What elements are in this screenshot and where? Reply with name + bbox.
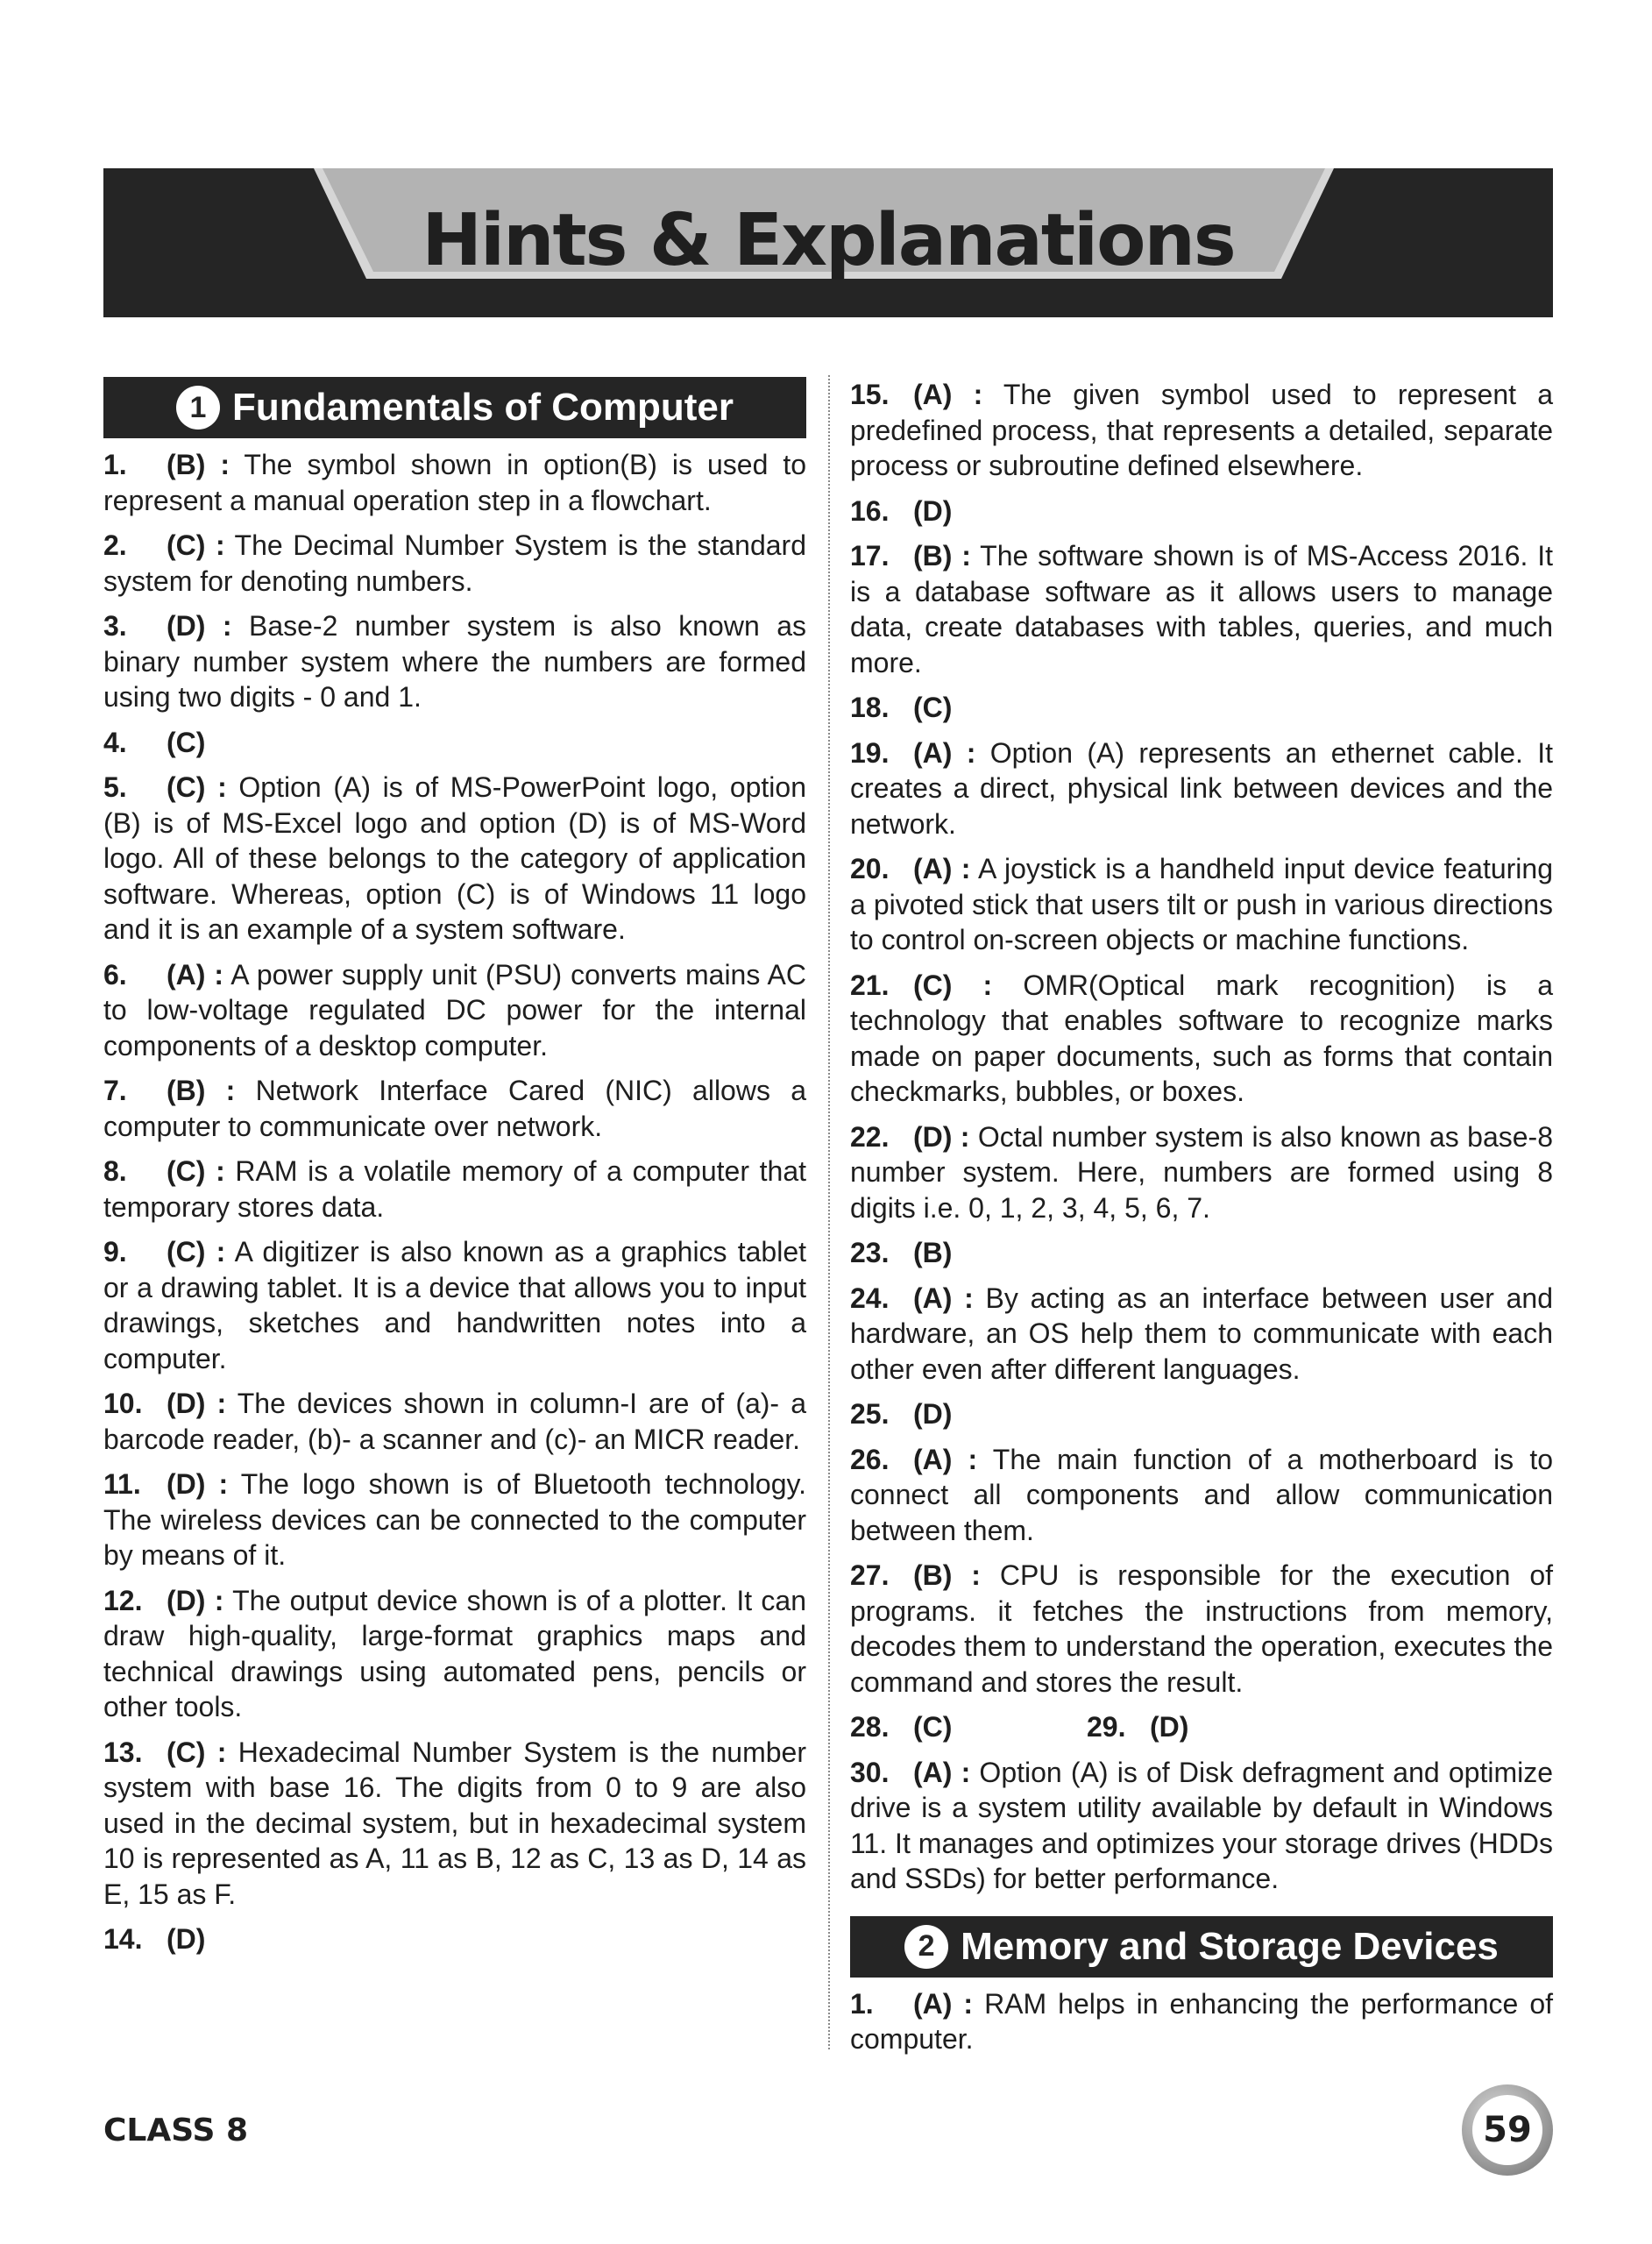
answer-item: 15. (A) : The given symbol used to represent a predefined process, that represents a detailed, separate process or subroutine defined elsewhere. [850, 379, 1554, 481]
section-title: Fundamentals of Computer [231, 386, 734, 429]
answer-item: 17. (B) : The software shown is of MS-Access 2016. It is a database software as it allows users to manage data, create databases with tables, queries, and much more. [850, 540, 1554, 678]
answer-item: 13. (C) : Hexadecimal Number System is the number system with base 16. The digits from 0 to 9 are also used in the decimal system, but in hexadecimal system 10 is represented as A, 11 as B, 12 as C, 13 as D, 14 as E, 15 as F. [103, 1736, 807, 1910]
answer-item: 12. (D) : The output device shown is of a plotter. It can draw high-quality, large-format graphics maps and technical drawings using automated pens, pencils or other tools. [103, 1584, 807, 1722]
answer-item: 10. (D) : The devices shown in column-I are of (a)- a barcode reader, (b)- a scanner and (c)- an MICR reader. [103, 1388, 806, 1455]
answer-item: 22. (D) : Octal number system is also known as base-8 number system. Here, numbers are formed using 8 digits i.e. 0, 1, 2, 3, 4, 5, 6, 7. [850, 1120, 1554, 1224]
page-title: Hints & Explanations [422, 198, 1235, 282]
answer-item: 16. (D) [850, 494, 953, 527]
answer-item: 1. (B) : The symbol shown in option(B) is used to represent a manual operation step in a flowchart. [103, 449, 807, 516]
answer-item: 30. (A) : Option (A) is of Disk defragment and optimize drive is a system utility available by default in Windows 11. It manages and optimizes your storage drives (HDDs and SSDs) for better performance. [850, 1756, 1553, 1894]
answer-item: 18. (C) [850, 692, 953, 723]
answer-pair [850, 1709, 1553, 1755]
section-title: Memory and Storage Devices [961, 1924, 1499, 1968]
answer-item: 8. (C) : RAM is a volatile memory of a computer that temporary stores data. [103, 1155, 807, 1223]
answer-item: 6. (A) : A power supply unit (PSU) converts mains AC to low-voltage regulated DC power for the internal components of a desktop computer. [103, 958, 807, 1062]
answer-item: 29. (D) [1087, 1711, 1189, 1743]
answer-item: 2. (C) : The Decimal Number System is the standard system for denoting numbers. [103, 529, 807, 597]
answer-item: 7. (B) : Network Interface Cared (NIC) allows a computer to communicate over network. [103, 1075, 806, 1142]
answer-item: 1. (A) : RAM helps in enhancing the performance of computer. [850, 1987, 1554, 2055]
column-divider [828, 375, 830, 2049]
answer-item: 5. (C) : Option (A) is of MS-PowerPoint logo, option (B) is of MS-Excel logo and option (D) is of MS-Word logo. All of these belongs to the category of application software. Whereas, option (C) is of Windows 11 logo and it is an example of a system software. [103, 771, 807, 945]
section-number-badge: 1 [176, 386, 220, 430]
answer-item: 11. (D) : The logo shown is of Bluetooth technology. The wireless devices can be connected to the computer by means of it. [103, 1468, 807, 1571]
answer-item: 24. (A) : By acting as an interface between user and hardware, an OS help them to communicate with each other even after different languages. [850, 1282, 1554, 1385]
right-column [850, 377, 1553, 2067]
page-number: 59 [1472, 2095, 1542, 2165]
section-number-badge: 2 [904, 1925, 948, 1969]
answer-item: 21. (C) : OMR(Optical mark recognition) is a technology that enables software to recognize marks made on paper documents, such as forms that contain checkmarks, bubbles, or boxes. [850, 969, 1554, 1107]
section-heading-1 [103, 377, 806, 438]
class-label: CLASS 8 [103, 2113, 249, 2148]
left-column [103, 377, 806, 1967]
answer-item: 23. (B) [850, 1237, 953, 1268]
answer-item: 27. (B) : CPU is responsible for the execution of programs. it fetches the instructions from memory, decodes them to understand the operation, executes the command and stores the result. [850, 1559, 1554, 1698]
section-heading-2 [850, 1916, 1553, 1978]
answer-item: 4. (C) [103, 726, 206, 758]
answer-item: 28. (C) [850, 1711, 953, 1743]
page-number-badge [1462, 2084, 1553, 2176]
answer-item: 20. (A) : A joystick is a handheld input device featuring a pivoted stick that users tilt or push in various directions to control on-screen objects or machine functions. [850, 853, 1554, 955]
answer-item: 26. (A) : The main function of a motherboard is to connect all components and allow communication between them. [850, 1443, 1554, 1546]
answer-item: 14. (D) [103, 1923, 206, 1955]
header-banner [103, 168, 1553, 317]
answer-item: 19. (A) : Option (A) represents an ethernet cable. It creates a direct, physical link between devices and the network. [850, 736, 1554, 840]
answer-item: 9. (C) : A digitizer is also known as a graphics tablet or a drawing tablet. It is a device that allows you to input drawings, sketches and handwritten notes into a computer. [103, 1236, 807, 1374]
answer-item: 25. (D) [850, 1398, 953, 1430]
answer-item: 3. (D) : Base-2 number system is also known as binary number system where the numbers are formed using two digits - 0 and 1. [103, 610, 807, 713]
